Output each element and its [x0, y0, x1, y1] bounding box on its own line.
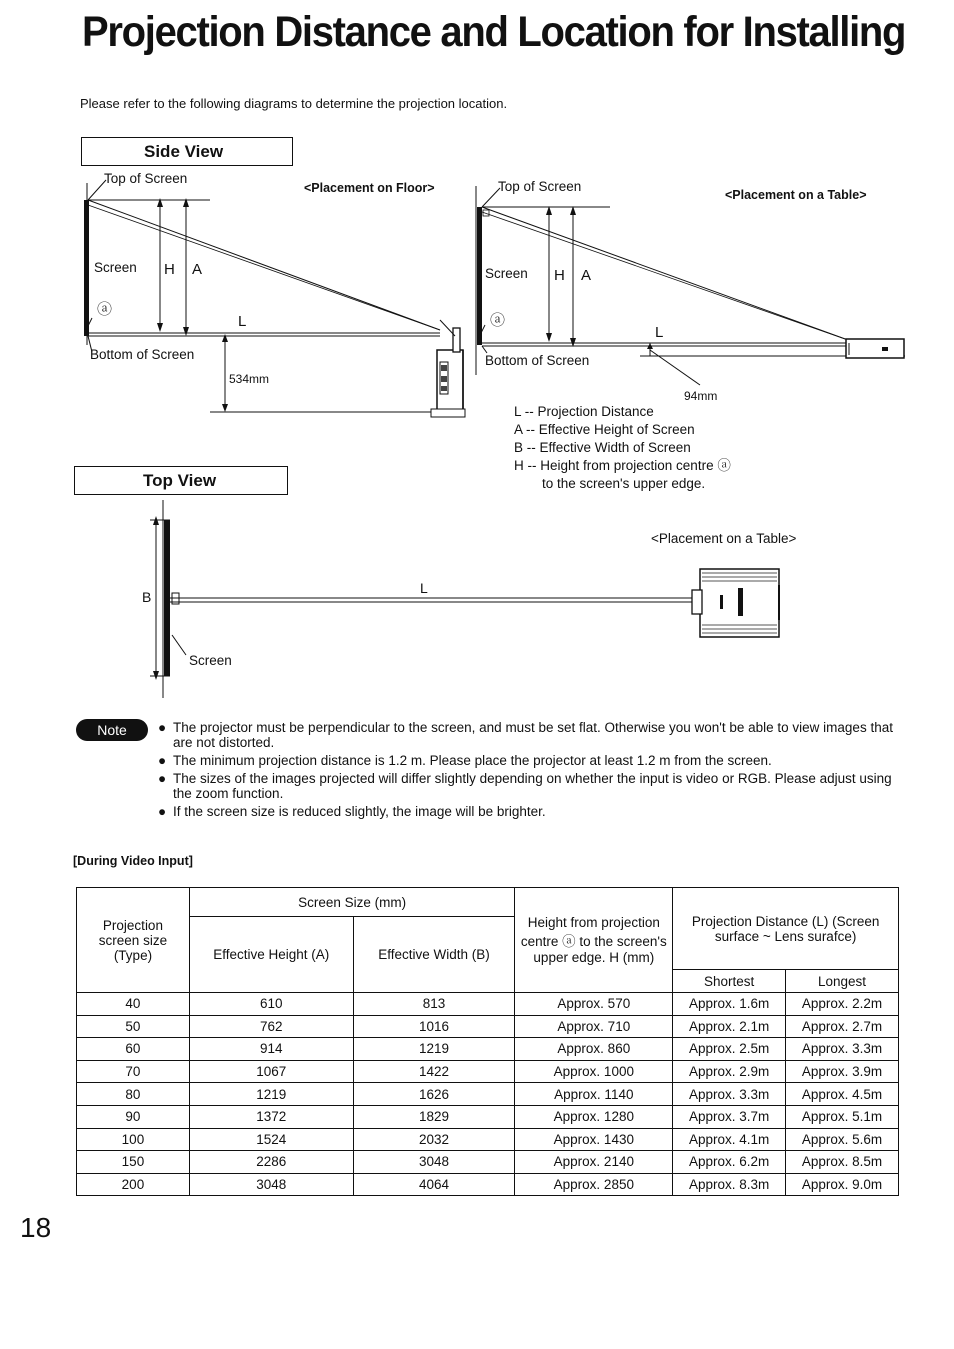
header-screen-size: Screen Size (mm): [189, 888, 515, 917]
cell-longest: Approx. 3.3m: [786, 1038, 899, 1061]
page-title: Projection Distance and Location for Installing: [82, 8, 906, 56]
table-section-title: [During Video Input]: [73, 854, 193, 868]
cell-type: 100: [77, 1128, 190, 1151]
floor-bottom-of-screen-label: Bottom of Screen: [90, 347, 195, 362]
cell-height-from: Approx. 2850: [515, 1173, 673, 1196]
cell-type: 50: [77, 1015, 190, 1038]
cell-shortest: Approx. 6.2m: [673, 1151, 786, 1174]
cell-effective-height: 1372: [189, 1105, 353, 1128]
cell-type: 80: [77, 1083, 190, 1106]
cell-longest: Approx. 8.5m: [786, 1151, 899, 1174]
cell-effective-width: 813: [353, 993, 515, 1016]
top-view-screen-label: Screen: [189, 653, 232, 668]
intro-text: Please refer to the following diagrams to determine the projection location.: [80, 96, 508, 111]
floor-h-label: H: [164, 261, 175, 278]
table-top-of-screen-label: Top of Screen: [498, 179, 582, 194]
table-offset-94mm-label: 94mm: [684, 389, 718, 403]
legend-h: H -- Height from projection centre ⓐ: [514, 458, 731, 473]
cell-type: 200: [77, 1173, 190, 1196]
note-item: ● If the screen size is reduced slightly, the image will be brighter.: [158, 804, 546, 819]
page-number: 18: [20, 1212, 52, 1243]
table-a-label: A: [581, 267, 592, 284]
cell-height-from: Approx. 1430: [515, 1128, 673, 1151]
cell-effective-width: 4064: [353, 1173, 515, 1196]
header-projection-distance: Projection Distance (L) (Screen surface ~ Lens surafce): [673, 888, 899, 970]
cell-shortest: Approx. 4.1m: [673, 1128, 786, 1151]
cell-effective-width: 1016: [353, 1015, 515, 1038]
table-screen-label: Screen: [485, 266, 528, 281]
cell-type: 40: [77, 993, 190, 1016]
cell-height-from: Approx. 1000: [515, 1060, 673, 1083]
cell-effective-height: 1219: [189, 1083, 353, 1106]
header-longest: Longest: [786, 970, 899, 993]
bullet-icon: ●: [158, 753, 167, 768]
note-item: ● The minimum projection distance is 1.2 m. Please place the projector at least 1.2 m from the screen.: [158, 753, 772, 768]
cell-shortest: Approx. 2.5m: [673, 1038, 786, 1061]
cell-longest: Approx. 5.1m: [786, 1105, 899, 1128]
table-row: [77, 1060, 899, 1083]
note-item: ● The projector must be perpendicular to the screen, and must be set flat. Otherwise you won't be able to view images that are not distorted.: [158, 720, 893, 750]
cell-effective-width: 3048: [353, 1151, 515, 1174]
top-view-b-label: B: [142, 589, 152, 605]
cell-shortest: Approx. 3.7m: [673, 1105, 786, 1128]
table-h-label: H: [554, 267, 565, 284]
cell-longest: Approx. 9.0m: [786, 1173, 899, 1196]
cell-height-from: Approx. 1140: [515, 1083, 673, 1106]
floor-height-534mm-label: 534mm: [229, 372, 270, 386]
cell-shortest: Approx. 1.6m: [673, 993, 786, 1016]
cell-shortest: Approx. 2.9m: [673, 1060, 786, 1083]
header-projection-size: Projection screen size (Type): [77, 888, 190, 993]
floor-placement-caption: <Placement on Floor>: [304, 181, 435, 195]
header-effective-height: Effective Height (A): [189, 917, 353, 993]
header-height-from: Height from projection centre ⓐ to the screen's upper edge. H (mm): [515, 888, 673, 993]
table-row: [77, 1038, 899, 1061]
cell-height-from: Approx. 570: [515, 993, 673, 1016]
table-bottom-of-screen-label: Bottom of Screen: [485, 353, 590, 368]
floor-screen-label: Screen: [94, 260, 137, 275]
projection-table: [76, 887, 899, 1196]
bullet-icon: ●: [158, 771, 167, 786]
header-effective-width: Effective Width (B): [353, 917, 515, 993]
note-list: [158, 720, 906, 822]
cell-effective-height: 914: [189, 1038, 353, 1061]
cell-type: 60: [77, 1038, 190, 1061]
cell-effective-height: 1067: [189, 1060, 353, 1083]
side-view-heading-label: Side View: [144, 141, 224, 161]
cell-effective-height: 762: [189, 1015, 353, 1038]
table-row: [77, 1173, 899, 1196]
cell-longest: Approx. 2.2m: [786, 993, 899, 1016]
table-row: [77, 1105, 899, 1128]
cell-effective-height: 2286: [189, 1151, 353, 1174]
legend-h-continued: to the screen's upper edge.: [542, 476, 706, 491]
cell-longest: Approx. 4.5m: [786, 1083, 899, 1106]
floor-top-of-screen-label: Top of Screen: [104, 171, 188, 186]
bullet-icon: ●: [158, 804, 167, 819]
cell-effective-width: 1422: [353, 1060, 515, 1083]
cell-longest: Approx. 5.6m: [786, 1128, 899, 1151]
table-row: [77, 1128, 899, 1151]
legend-b: B -- Effective Width of Screen: [514, 440, 691, 455]
floor-centre-mark: ⓐ: [97, 301, 113, 318]
cell-height-from: Approx. 710: [515, 1015, 673, 1038]
cell-effective-height: 610: [189, 993, 353, 1016]
table-placement-caption: <Placement on a Table>: [725, 188, 867, 202]
cell-shortest: Approx. 3.3m: [673, 1083, 786, 1106]
cell-height-from: Approx. 2140: [515, 1151, 673, 1174]
cell-shortest: Approx. 2.1m: [673, 1015, 786, 1038]
legend-a: A -- Effective Height of Screen: [514, 422, 695, 437]
table-row: [77, 1083, 899, 1106]
cell-effective-height: 3048: [189, 1173, 353, 1196]
top-view-heading-label: Top View: [143, 470, 217, 490]
top-view-l-label: L: [420, 580, 428, 596]
cell-longest: Approx. 3.9m: [786, 1060, 899, 1083]
floor-a-label: A: [192, 261, 203, 278]
table-row: [77, 993, 899, 1016]
cell-type: 90: [77, 1105, 190, 1128]
table-centre-mark: ⓐ: [490, 312, 506, 329]
table-row: [77, 1151, 899, 1174]
table-row: [77, 1015, 899, 1038]
top-view-placement-caption: <Placement on a Table>: [651, 531, 797, 546]
bullet-icon: ●: [158, 720, 167, 735]
floor-l-label: L: [238, 313, 247, 330]
cell-longest: Approx. 2.7m: [786, 1015, 899, 1038]
cell-height-from: Approx. 1280: [515, 1105, 673, 1128]
cell-type: 150: [77, 1151, 190, 1174]
note-item: ● The sizes of the images projected will differ slightly depending on whether the input is video or RGB. Please adjust using the zoom function.: [158, 771, 892, 801]
note-badge: Note: [76, 719, 148, 741]
legend-l: L -- Projection Distance: [514, 404, 654, 419]
cell-effective-height: 1524: [189, 1128, 353, 1151]
cell-height-from: Approx. 860: [515, 1038, 673, 1061]
cell-effective-width: 1626: [353, 1083, 515, 1106]
table-l-label: L: [655, 324, 664, 341]
cell-effective-width: 2032: [353, 1128, 515, 1151]
cell-type: 70: [77, 1060, 190, 1083]
cell-shortest: Approx. 8.3m: [673, 1173, 786, 1196]
cell-effective-width: 1219: [353, 1038, 515, 1061]
cell-effective-width: 1829: [353, 1105, 515, 1128]
header-shortest: Shortest: [673, 970, 786, 993]
